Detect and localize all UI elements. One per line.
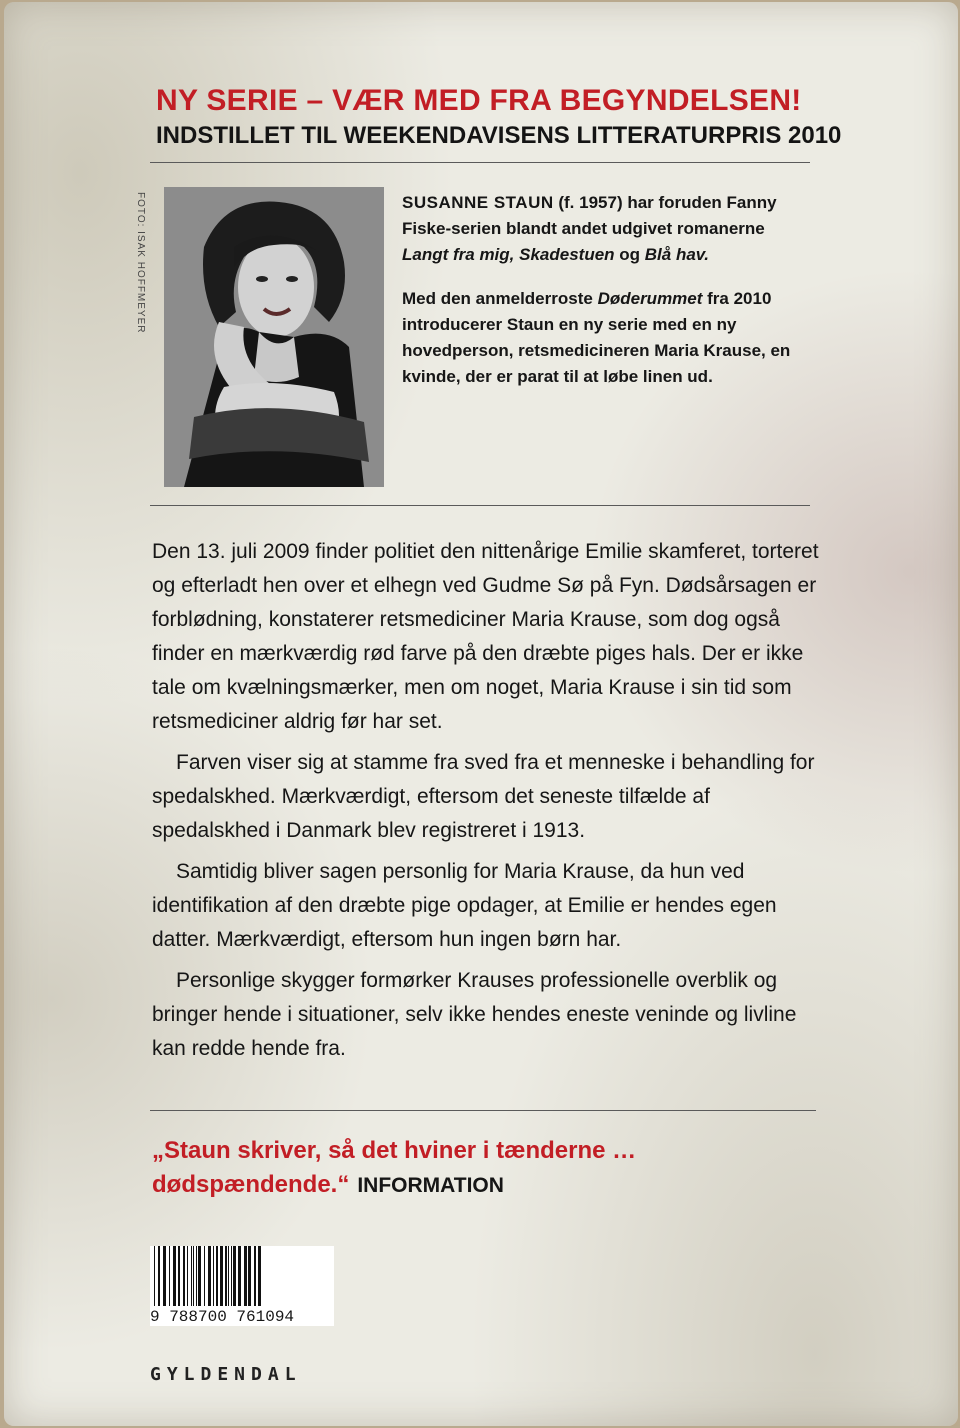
barcode-bar [198, 1246, 201, 1306]
barcode-bar [208, 1246, 211, 1306]
barcode-bar [191, 1246, 192, 1306]
bio-text-2a: Med den anmelderroste [402, 289, 598, 308]
quote-text: „Staun skriver, så det hviner i tænderne … dødspændende.“ [152, 1137, 637, 1198]
bio-title-2: Blå hav. [644, 245, 710, 264]
review-quote [152, 1134, 852, 1203]
bio-title-1: Langt fra mig, Skadestuen [402, 245, 615, 264]
barcode-bar [228, 1246, 229, 1306]
barcode-bar [248, 1246, 251, 1306]
barcode-bar [233, 1246, 236, 1306]
photo-credit: FOTO: ISAK HOFFMEYER [135, 192, 146, 334]
divider-top [150, 162, 810, 163]
barcode-bar [154, 1246, 155, 1306]
bio-title-3: Døderummet [597, 289, 703, 308]
blurb-paragraph-3: Samtidig bliver sagen personlig for Maria Krause, da hun ved identifikation af den dræbte pige opdager, at Emilie er hendes egen datter. Mærkværdigt, eftersom hun ingen børn har. [152, 860, 777, 951]
bio-paragraph-1 [402, 190, 802, 268]
barcode-bar [196, 1246, 197, 1306]
book-back-cover [4, 2, 958, 1426]
series-tagline: NY SERIE – VÆR MED FRA BEGYNDELSEN! [156, 84, 802, 117]
publisher-logo: GYLDENDAL [150, 1364, 302, 1385]
blurb-paragraph-4: Personlige skygger formørker Krauses professionelle overblik og bringer hende i situationer, selv ikke hendes eneste veninde og livline kan redde hende fra. [152, 969, 797, 1060]
award-nomination: INDSTILLET TIL WEEKENDAVISENS LITTERATURPRIS 2010 [156, 122, 842, 149]
barcode-bar [187, 1246, 188, 1306]
barcode-digits: 9 788700 761094 [150, 1308, 295, 1326]
bio-text-1: (f. 1957) har foruden Fanny Fiske-serien blandt andet udgivet romanerne [402, 193, 777, 238]
barcode-bar [231, 1246, 232, 1306]
author-bio [402, 190, 802, 408]
quote-source: INFORMATION [357, 1174, 504, 1197]
barcode-bar [244, 1246, 247, 1306]
barcode-bar [258, 1246, 261, 1306]
author-photo [164, 187, 384, 487]
divider-bottom [150, 1110, 816, 1111]
barcode-bar [193, 1246, 194, 1306]
barcode-bar [169, 1246, 170, 1306]
barcode-bar [158, 1246, 160, 1306]
barcode-bar [220, 1246, 223, 1306]
bio-and: og [614, 245, 645, 264]
barcode-bar [178, 1246, 180, 1306]
barcode-bar [213, 1246, 214, 1306]
blurb [152, 535, 832, 1073]
blurb-paragraph-2: Farven viser sig at stamme fra sved fra et menneske i behandling for spedalskhed. Mærkværdigt, eftersom det seneste tilfælde af spedalskhed i Danmark blev registreret i 1913. [152, 751, 815, 842]
bio-paragraph-2 [402, 286, 802, 390]
barcode-bar [216, 1246, 218, 1306]
barcode-bar [173, 1246, 176, 1306]
blurb-paragraph-1: Den 13. juli 2009 finder politiet den nittenårige Emilie skamferet, torteret og efterladt hen over et elhegn ved Gudme Sø på Fyn. Dødsårsagen er forblødning, konstaterer retsmediciner Maria Krause, som dog også finder en mærkværdig rød farve på den dræbte piges hals. Der er ikke tale om kvælningsmærker, men om noget, Maria Krause i sin tid som retsmediciner aldrig før har set. [152, 540, 819, 733]
barcode-bar [183, 1246, 185, 1306]
barcode-bar [254, 1246, 256, 1306]
author-portrait-image [164, 187, 384, 487]
barcode-bar [238, 1246, 241, 1306]
divider-middle [150, 505, 810, 506]
bio-text-2b: fra 2010 introducerer Staun en ny serie med en ny hovedperson, retsmedicineren Maria Krause, en kvinde, der er parat til at løbe linen ud. [402, 289, 791, 386]
barcode-bar [204, 1246, 205, 1306]
author-name: SUSANNE STAUN [402, 193, 554, 212]
barcode-bar [163, 1246, 166, 1306]
barcode-bars [150, 1246, 334, 1306]
barcode-bar [225, 1246, 227, 1306]
